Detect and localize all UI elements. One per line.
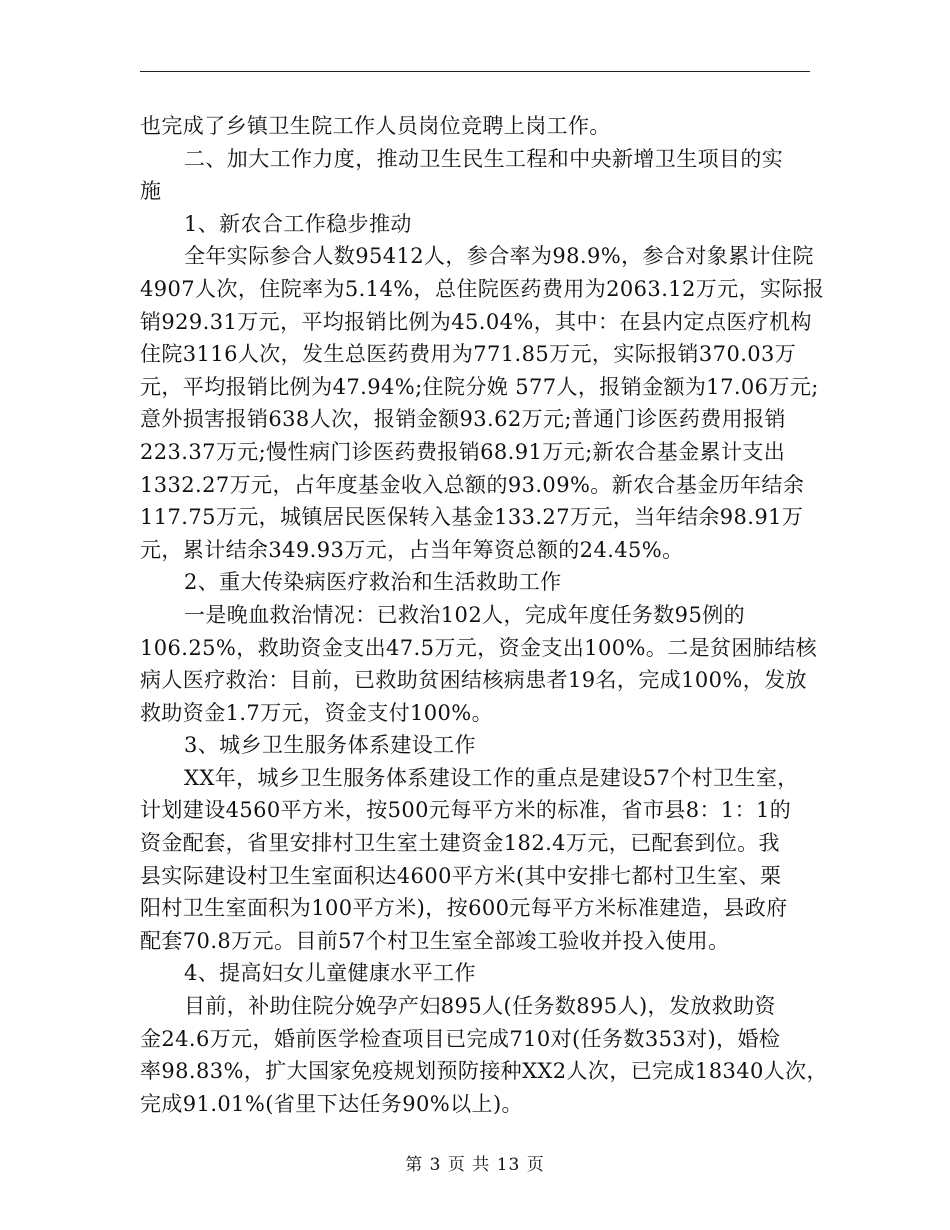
body-text	[140, 110, 828, 1120]
text-line: 4907人次，住院率为5.14%，总住院医药费用为2063.12万元，实际报	[140, 276, 825, 301]
text-line: 住院3116人次，发生总医药费用为771.85万元，实际报销370.03万	[140, 342, 797, 367]
text-line: 目前，补助住院分娩孕产妇895人(任务数895人)，发放救助资	[184, 994, 776, 1019]
text-line: 1332.27万元，占年度基金收入总额的93.09%。新农合基金历年结余	[140, 472, 805, 497]
text-line: 完成91.01%(省里下达任务90%以上)。	[140, 1091, 523, 1116]
section-heading-line: 二、加大工作力度，推动卫生民生工程和中央新增卫生项目的实	[184, 146, 784, 171]
text-line: 元，平均报销比例为47.94%;住院分娩 577人，报销金额为17.06万元;	[140, 374, 819, 399]
text-line: 元，累计结余349.93万元，占当年筹资总额的24.45%。	[140, 537, 684, 562]
text-line: 配套70.8万元。目前57个村卫生室全部竣工验收并投入使用。	[140, 928, 730, 953]
text-line: 计划建设4560平方米，按500元每平方米的标准，省市县8：1：1的	[140, 798, 792, 823]
subsection-heading: 2、重大传染病医疗救治和生活救助工作	[184, 570, 562, 595]
text-line: 也完成了乡镇卫生院工作人员岗位竞聘上岗工作。	[140, 114, 611, 138]
text-line: 销929.31万元，平均报销比例为45.04%，其中：在县内定点医疗机构	[140, 309, 812, 334]
text-line: 117.75万元，城镇居民医保转入基金133.27万元，当年结余98.91万	[140, 505, 804, 530]
subsection-heading: 1、新农合工作稳步推动	[184, 211, 412, 236]
text-line: 率98.83%，扩大国家免疫规划预防接种XX2人次，已完成18340人次，	[140, 1059, 828, 1084]
subsection-heading: 3、城乡卫生服务体系建设工作	[184, 733, 476, 758]
text-line: 一是晚血救治情况：已救治102人，完成年度任务数95例的	[184, 602, 746, 627]
text-line: XX年，城乡卫生服务体系建设工作的重点是建设57个村卫生室，	[184, 765, 799, 790]
section-heading-line: 施	[140, 179, 162, 204]
text-line: 106.25%，救助资金支出47.5万元，资金支出100%。二是贫困肺结核	[140, 635, 818, 660]
text-line: 病人医疗救治：目前，已救助贫困结核病患者19名，完成100%，发放	[140, 668, 807, 693]
text-line: 救助资金1.7万元，资金支付100%。	[140, 700, 494, 725]
text-line: 阳村卫生室面积为100平方米)，按600元每平方米标准建造，县政府	[140, 896, 788, 921]
text-line: 意外损害报销638人次，报销金额93.62万元;普通门诊医药费用报销	[140, 407, 786, 432]
page-number-footer: 第 3 页 共 13 页	[405, 1155, 545, 1175]
header-rule	[140, 71, 810, 72]
text-line: 全年实际参合人数95412人，参合率为98.9%，参合对象累计住院	[184, 244, 814, 269]
text-line: 资金配套，省里安排村卫生室土建资金182.4万元，已配套到位。我	[140, 831, 780, 856]
subsection-heading: 4、提高妇女儿童健康水平工作	[184, 961, 476, 986]
text-line: 223.37万元;慢性病门诊医药费报销68.91万元;新农合基金累计支出	[140, 439, 786, 464]
text-line: 金24.6万元，婚前医学检查项目已完成710对(任务数353对)，婚检	[140, 1026, 781, 1051]
text-line: 县实际建设村卫生室面积达4600平方米(其中安排七都村卫生室、栗	[140, 863, 782, 888]
